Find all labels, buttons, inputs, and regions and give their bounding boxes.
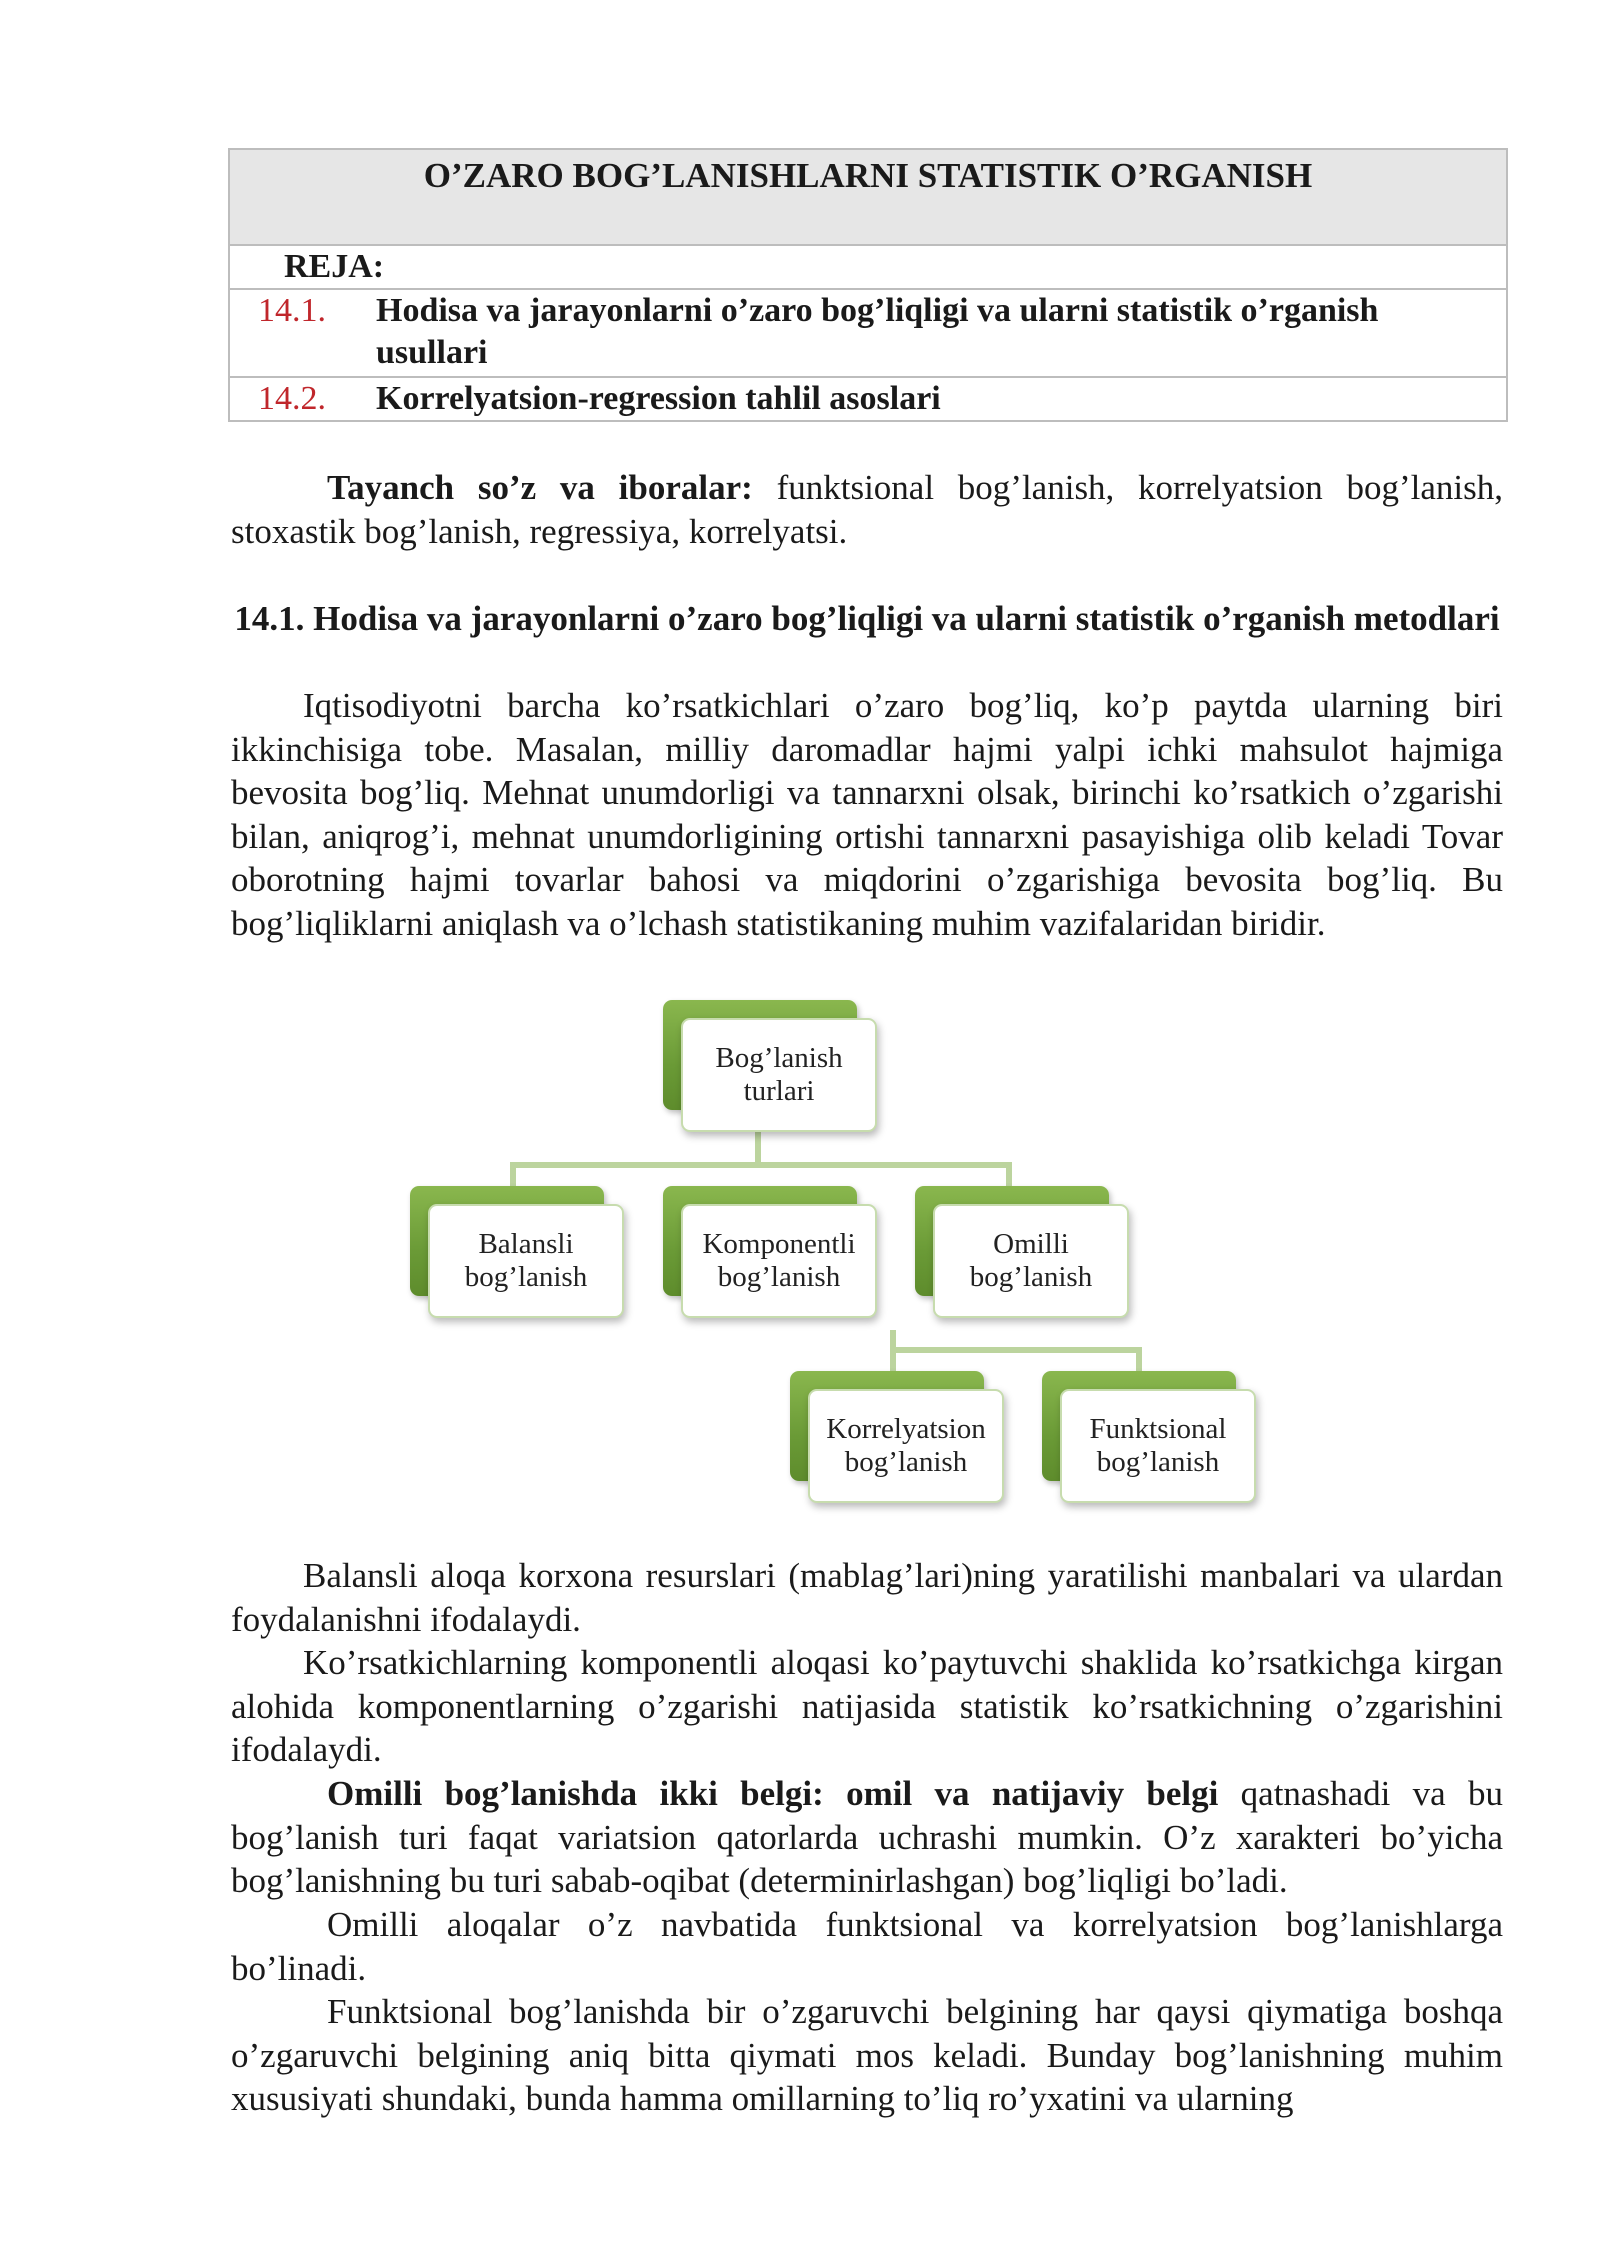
node-label	[808, 1389, 1004, 1503]
omilli-rest-text: qatnashadi va bu bog’lanish turi faqat variatsion qatorlarda uchrashi mumkin. O’z xarakteri bo’yicha bog’lanishning bu turi sabab-oqibat (determinirlashgan) bog’liqligi bo’ladi.	[231, 1774, 1503, 1901]
omilli-aloqalar-paragraph: Omilli aloqalar o’z navbatida funktsional va korrelyatsion bog’lanishlarga bo’linadi.	[231, 1905, 1503, 1988]
plan-label: REJA:	[229, 245, 1507, 289]
diagram-node-balansli	[410, 1186, 622, 1314]
connector-line	[890, 1347, 896, 1371]
omilli-bold-text: Omilli bog’lanishda ikki belgi: omil va natijaviy belgi	[327, 1774, 1219, 1813]
komponentli-paragraph: Ko’rsatkichlarning komponentli aloqasi ko’paytuvchi shaklida ko’rsatkichga kirgan alohida komponentlarning o’zgarishi natijasida statistik ko’rsatkichning o’zgarishini ifodalaydi.	[231, 1643, 1503, 1770]
plan-item-number: 14.2.	[258, 380, 326, 417]
intro-paragraph: Iqtisodiyotni barcha ko’rsatkichlari o’zaro bog’liq, ko’p paytda ularning biri ikkinchisiga tobe. Masalan, milliy daromadlar hajmi yalpi ichki mahsulot hajmiga bevosita bog’liq. Mehnat unumdorligi va tannarxni olsak, birinchi ko’rsatkich o’zgarishi bilan, aniqrog’i, mehnat unumdorligining ortishi tannarxni pasayishiga olib keladi Tovar oborotning hajmi tovarlar bahosi va miqdorini o’zgarishiga bevosita bog’liq. Bu bog’liqliklarni aniqlash va o’lchash statistikaning muhim vazifalaridan biridir.	[231, 686, 1503, 943]
diagram-node-funktsional	[1042, 1371, 1254, 1499]
connector-line	[890, 1330, 896, 1352]
connector-line	[510, 1162, 1012, 1168]
funktsional-paragraph: Funktsional bog’lanishda bir o’zgaruvchi belgining har qaysi qiymatiga boshqa o’zgaruvchi belgining aniq bitta qiymati mos keladi. Bunday bog’lanishning muhim xususiyati shundaki, bunda hamma omillarning to’liq ro’yxatini va ularning	[231, 1992, 1503, 2119]
keywords-text: funktsional bog’lanish, korrelyatsion bog’lanish, stoxastik bog’lanish, regressiya, korrelyatsi.	[231, 468, 1503, 551]
node-label-line: bog’lanish	[844, 1446, 968, 1478]
node-label-line: bog’lanish	[464, 1261, 588, 1293]
diagram-node-korrelyatsion	[790, 1371, 1002, 1499]
node-label	[681, 1018, 877, 1132]
node-label-line: Komponentli	[702, 1228, 856, 1260]
node-label	[428, 1204, 624, 1318]
plan-item-number: 14.1.	[258, 292, 326, 329]
omilli-paragraph	[231, 1772, 1503, 1903]
connector-line	[890, 1347, 1142, 1353]
node-label-line: Korrelyatsion	[826, 1413, 986, 1445]
node-label-line: bog’lanish	[717, 1261, 841, 1293]
diagram-node-omilli	[915, 1186, 1127, 1314]
node-label-line: bog’lanish	[969, 1261, 1093, 1293]
keywords-label: Tayanch so’z va iboralar:	[327, 468, 753, 507]
document-title: O’ZARO BOG’LANISHLARNI STATISTIK O’RGANISH	[229, 149, 1507, 245]
node-label-line: Funktsional	[1089, 1413, 1227, 1445]
node-label-line: turlari	[743, 1075, 815, 1107]
node-label-line: Bog’lanish	[715, 1042, 843, 1074]
balansli-paragraph: Balansli aloqa korxona resurslari (mablag’lari)ning yaratilishi manbalari va ulardan foydalanishni ifodalaydi.	[231, 1556, 1503, 1639]
connector-line	[1136, 1347, 1142, 1371]
plan-item-text: Hodisa va jarayonlarni o’zaro bog’liqligi va ularni statistik o’rganish usullari	[376, 292, 1379, 371]
keywords-paragraph	[231, 466, 1503, 553]
section-heading: 14.1. Hodisa va jarayonlarni o’zaro bog’liqligi va ularni statistik o’rganish metodlari	[234, 599, 1500, 638]
diagram-node-komponentli	[663, 1186, 875, 1314]
diagram-node-root	[663, 1000, 875, 1128]
node-label-line: Balansli	[478, 1228, 574, 1260]
node-label	[1060, 1389, 1256, 1503]
node-label-line: bog’lanish	[1096, 1446, 1220, 1478]
plan-item	[229, 377, 1507, 421]
plan-table	[228, 148, 1508, 422]
node-label	[933, 1204, 1129, 1318]
node-label-line: Omilli	[993, 1228, 1069, 1260]
plan-item-text: Korrelyatsion-regression tahlil asoslari	[376, 380, 941, 417]
node-label	[681, 1204, 877, 1318]
plan-item	[229, 289, 1507, 377]
